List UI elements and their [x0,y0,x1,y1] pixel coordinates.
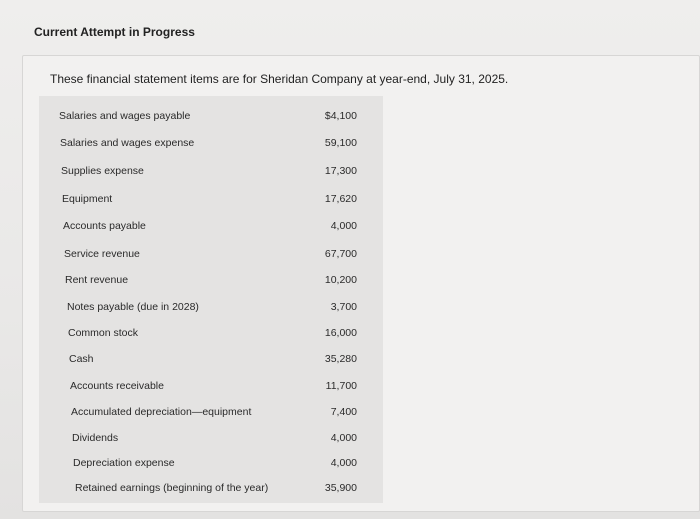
item-label: Depreciation expense [73,457,175,469]
table-row [39,165,383,183]
item-value: 35,900 [324,482,357,494]
item-label: Service revenue [64,248,140,260]
table-row [39,301,383,319]
item-label: Notes payable (due in 2028) [67,301,199,313]
table-row [39,482,383,500]
items-table [39,96,383,503]
item-label: Rent revenue [65,274,129,286]
item-label: Common stock [68,327,139,339]
item-label: Equipment [62,193,113,205]
item-label: Salaries and wages payable [59,110,191,122]
item-value: $4,100 [324,110,357,122]
table-row [39,220,383,238]
item-label: Salaries and wages expense [60,137,195,149]
item-value: 17,300 [324,165,357,177]
item-label: Retained earnings (beginning of the year) [75,482,269,494]
table-row [39,327,383,345]
item-value: 16,000 [324,327,357,339]
item-value: 3,700 [330,301,357,313]
table-row [39,457,383,475]
item-label: Accounts receivable [70,380,164,392]
item-value: 4,000 [330,220,357,232]
item-value: 17,620 [324,193,357,205]
item-label: Accounts payable [63,220,146,232]
item-value: 4,000 [330,432,357,444]
table-row [39,406,383,424]
item-value: 11,700 [325,380,357,392]
item-value: 35,280 [324,353,357,365]
table-row [39,353,383,371]
table-row [39,274,383,292]
item-label: Dividends [72,432,119,444]
table-row [39,137,383,155]
item-value: 59,100 [324,137,357,149]
item-label: Cash [69,353,94,365]
item-label: Accumulated depreciation—equipment [71,406,252,418]
table-row [39,432,383,450]
item-value: 10,200 [324,274,357,286]
item-label: Supplies expense [61,165,144,177]
table-row [39,110,383,128]
page-title: Current Attempt in Progress [34,25,195,39]
table-row [39,380,383,398]
table-row [39,248,383,266]
problem-card [22,55,700,512]
table-row [39,193,383,211]
problem-intro: These financial statement items are for Sheridan Company at year-end, July 31, 2025. [50,72,509,86]
item-value: 67,700 [324,248,357,260]
item-value: 4,000 [330,457,357,469]
item-value: 7,400 [330,406,357,418]
